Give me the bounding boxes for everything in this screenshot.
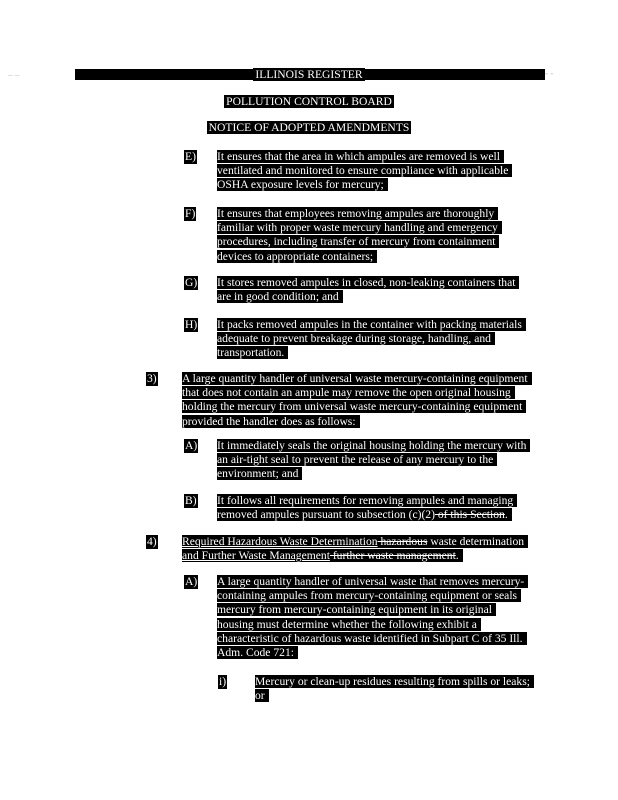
board-title: POLLUTION CONTROL BOARD: [226, 95, 392, 108]
item-label-3b: B): [185, 494, 197, 507]
item-3a-text: It immediately seals the original housing holding the mercury with an air-tight seal to prevent the release of any mercury to the environment; and: [217, 439, 530, 482]
item-3b-text: It follows all requirements for removing ampules and managing removed ampules pursuant to subsection (c)(2) of this Section.: [217, 494, 517, 522]
item-label-4ai: i): [219, 675, 227, 688]
inserted-text: Required Hazardous Waste Determination: [182, 535, 378, 548]
item-e-text: It ensures that the area in which ampules are removed is well ventilated and monitored to ensure compliance with applicable OSHA exposure levels for mercury;: [217, 150, 512, 193]
margin-mark: – –: [8, 70, 20, 80]
subsection-ref: removed ampules pursuant to subsection (c)(2): [217, 508, 435, 522]
item-label-h: H): [185, 318, 198, 331]
item-label-e: E): [185, 150, 196, 163]
item-g-text: It stores removed ampules in closed, non-leaking containers that are in good condition; and: [217, 276, 519, 304]
margin-mark: - -: [545, 68, 554, 78]
inserted-text: and Further Waste Management: [182, 549, 330, 563]
item-4ai-text: Mercury or clean-up residues resulting from spills or leaks; or: [255, 675, 534, 703]
item-f-text: It ensures that employees removing ampules are thoroughly familiar with proper waste mercury handling and emergency procedures, including transfer of mercury from containment devices to appropriate containers;: [217, 207, 502, 264]
item-label-3: 3): [147, 372, 157, 385]
item-3-text: A large quantity handler of universal waste mercury-containing equipment that does not contain an ampule may remove the open original housing holding the mercury from universal waste mercury-containing equipment provided the handler does as follows:: [182, 372, 532, 429]
item-4a-text: A large quantity handler of universal waste that removes mercury- containing ampules from mercury-containing equipment or seals mercury from mercury-containing equipment in its original housing must determine whether the following exhibit a characteristic of hazardous waste identified in Subpart C of 35 Ill. Adm. Code 721:: [217, 575, 528, 660]
register-title: ILLINOIS REGISTER: [255, 68, 363, 81]
struck-text: of this Section: [434, 508, 505, 522]
item-label-g: G): [185, 276, 198, 289]
item-label-f: F): [185, 207, 196, 220]
struck-text: further waste management: [329, 549, 456, 563]
notice-title: NOTICE OF ADOPTED AMENDMENTS: [208, 121, 410, 134]
struck-text: hazardous: [377, 535, 428, 548]
item-label-4: 4): [147, 535, 157, 548]
item-label-3a: A): [185, 439, 198, 452]
item-label-4a: A): [185, 575, 198, 588]
item-4-heading: Required Hazardous Waste Determination hazardous waste determination and Further Waste Management further waste management.: [182, 535, 528, 563]
item-h-text: It packs removed ampules in the container with packing materials adequate to prevent breakage during storage, handling, and transportation.: [217, 318, 526, 361]
